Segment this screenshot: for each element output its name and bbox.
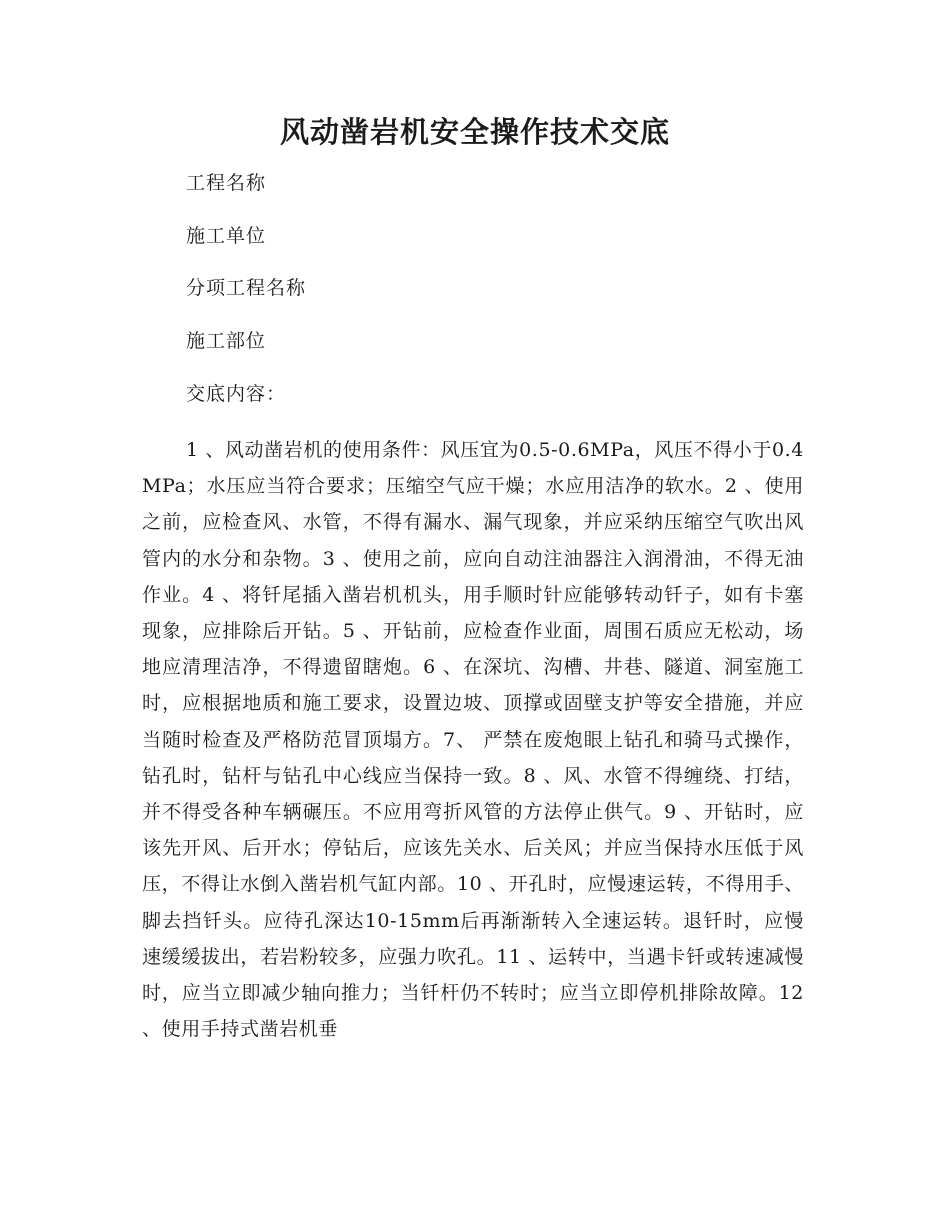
document-title: 风动凿岩机安全操作技术交底 <box>279 115 670 149</box>
field-project-name: 工程名称 <box>186 172 267 194</box>
field-construction-unit: 施工单位 <box>186 225 267 247</box>
body-paragraph: 1 、风动凿岩机的使用条件：风压宜为0.5-0.6MPa，风压不得小于0.4MPa；水压应当符合要求；压缩空气应干燥；水应用洁净的软水。2 、使用之前，应检查风、水管，不得有漏水、漏气现象，并应采纳压缩空气吹出风管内的水分和杂物。3 、使用之前，应向自动注油器注入润滑油，不得无油作业。4 、将钎尾插入凿岩机机头，用手顺时针应能够转动钎子，如有卡塞现象，应排除后开钻。5 、开钻前，应检查作业面，周围石质应无松动，场地应清理洁净，不得遗留瞎炮。6 、在深坑、沟槽、井巷、隧道、洞室施工时，应根据地质和施工要求，设置边坡、顶撑或固壁支护等安全措施，并应当随时检查及严格防范冒顶塌方。7、 严禁在废炮眼上钻孔和骑马式操作，钻孔时，钻杆与钻孔中心线应当保持一致。8 、风、水管不得缠绕、打结，并不得受各种车辆碾压。不应用弯折风管的方法停止供气。9 、开钻时，应该先开风、后开水；停钻后，应该先关水、后关风；并应当保持水压低于风压，不得让水倒入凿岩机气缸内部。10 、开孔时，应慢速运转，不得用手、脚去挡钎头。应待孔深达10-15mm后再渐渐转入全速运转。退钎时，应慢速缓缓拔出，若岩粉较多，应强力吹孔。11 、运转中，当遇卡钎或转速减慢时，应当立即减少轴向推力；当钎杆仍不转时；应当立即停机排除故障。12 、使用手持式凿岩机垂 <box>142 439 804 1041</box>
field-construction-location: 施工部位 <box>186 330 267 352</box>
field-briefing-content: 交底内容： <box>186 383 287 405</box>
field-subproject-name: 分项工程名称 <box>186 277 307 299</box>
